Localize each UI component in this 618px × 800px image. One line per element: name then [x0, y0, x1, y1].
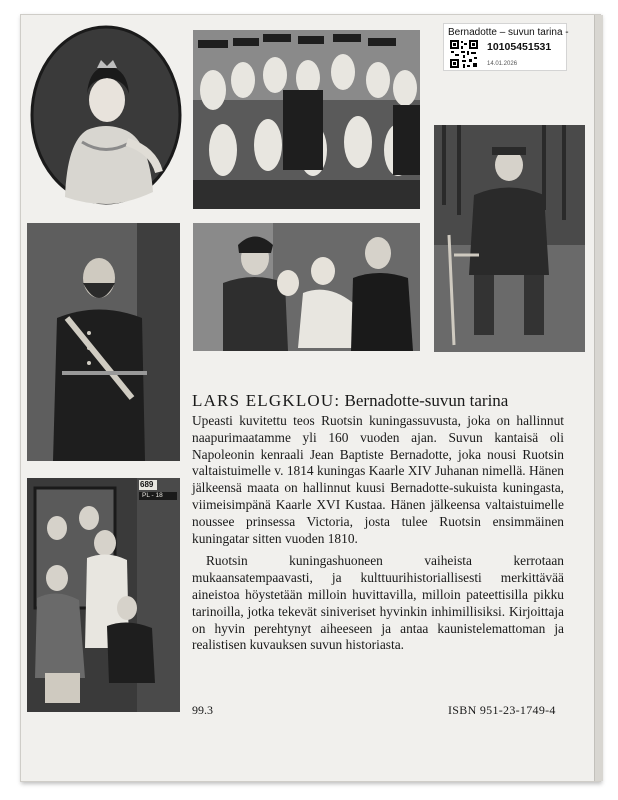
train-sign-route: PL - 18: [142, 492, 163, 499]
qr-code-icon: [449, 39, 479, 69]
photo-officer-in-uniform: [27, 223, 180, 461]
classification-code: 99.3: [192, 703, 213, 717]
book-author: LARS ELGKLOU:: [192, 391, 341, 410]
blurb-paragraph-2: Ruotsin kuningashuoneen vaiheista kerrotaan mukaansatempaavasti, ja kulttuurihistoriallisesti merkittävää aineistoa höystetään milloin huvittavilla, milloin pateettisilla pikku tarinoilla, jotka tekevät siniveriset hyvinkin inhimillisiksi. Kirjoittaja on hyvin perehtynyt aiheeseen ja antaa kaunistelemattoman ja realistisen kuvauksen suvun historiasta.: [192, 553, 564, 653]
book-title-line: [192, 391, 508, 411]
sticker-barcode-number: 10105451531: [487, 41, 552, 53]
photo-group-of-ladies: [193, 30, 420, 209]
sticker-title: Bernadotte – suvun tarina -: [448, 27, 569, 38]
train-sign-number: 689: [140, 480, 154, 489]
isbn-number: ISBN 951-23-1749-4: [448, 703, 556, 717]
sticker-date: 14.01.2026: [487, 61, 518, 67]
book-blurb: [192, 413, 564, 660]
library-barcode-sticker: [443, 23, 567, 71]
blurb-paragraph-1: Upeasti kuvitettu teos Ruotsin kuningassuvusta, joka on hallinnut naapurimaatamme yli 160 vuoden ajan. Suvun kantaisä oli Napoleonin kenraali Jean Baptiste Bernadotte, joka nousi Ruotsin valtaistuimelle v. 1814 kuningas Kaarle XIV Juhanan nimellä. Hänen jälkeensä maata on hallinnut kuusi Bernadotte-sukuista kuningasta, viimeisimpänä Kaarle XVI Kustaa. Hänen jälkeensa valtaistuimelle noussee prinsessa Victoria, josta tulee Ruotsin ensimmäinen kuningatar sitten vuoden 1810.: [192, 413, 564, 546]
photo-royals-at-train: [27, 478, 180, 712]
photo-family-with-children: [193, 223, 420, 351]
cover-spine-edge: [594, 15, 603, 781]
photo-oval-portrait-queen: [27, 22, 185, 208]
photo-old-man-in-garden: [434, 125, 585, 352]
book-title: Bernadotte-suvun tarina: [344, 391, 509, 410]
